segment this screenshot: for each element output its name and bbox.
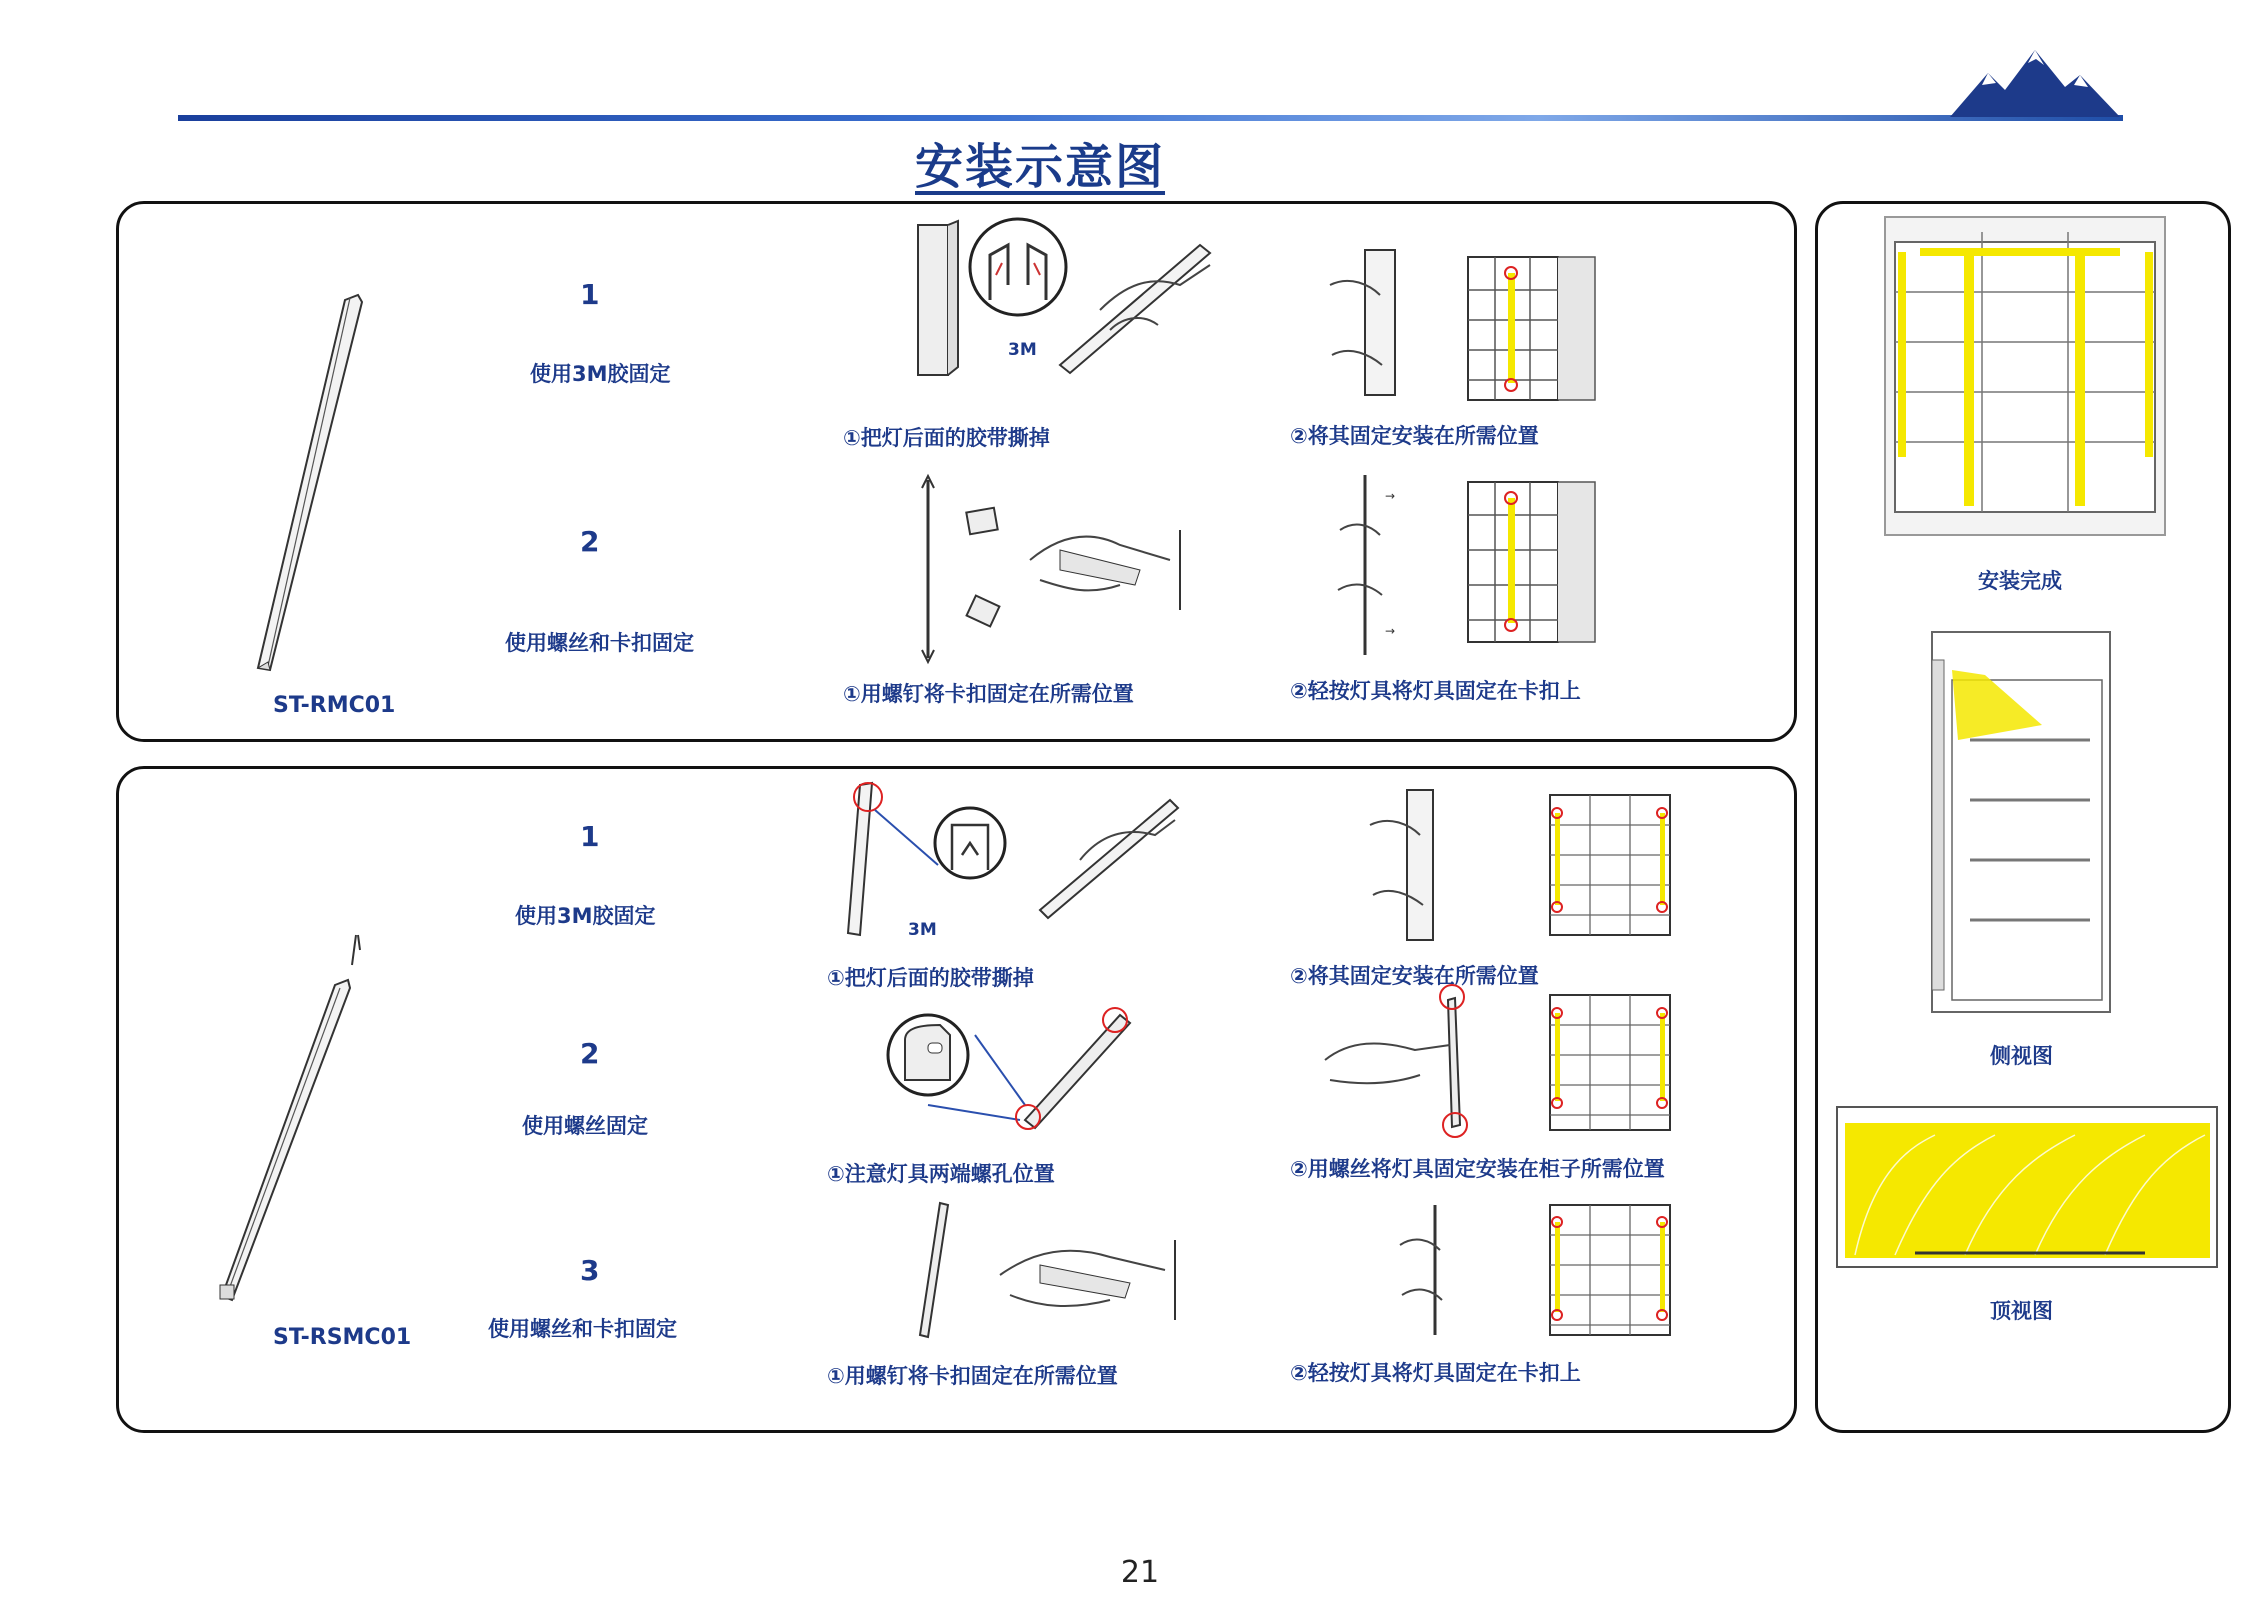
instruction-a: ①把灯后面的胶带撕掉	[827, 966, 1034, 990]
svg-text:→: →	[1385, 624, 1396, 638]
light-bar-rmc01-illustration	[250, 290, 370, 680]
step-method: 使用螺丝和卡扣固定	[505, 631, 694, 655]
view-label-side: 侧视图	[1990, 1044, 2053, 1068]
model-label: ST-RMC01	[273, 693, 396, 718]
step-method: 使用螺丝固定	[522, 1114, 648, 1138]
view-label-top: 顶视图	[1990, 1299, 2053, 1323]
instruction-b: ②轻按灯具将灯具固定在卡扣上	[1290, 679, 1581, 703]
step-number: 1	[580, 820, 600, 853]
instruction-a: ①用螺钉将卡扣固定在所需位置	[827, 1364, 1118, 1388]
top-view	[1835, 1105, 2220, 1270]
instruction-a: ①注意灯具两端螺孔位置	[827, 1162, 1055, 1186]
instruction-a: ①把灯后面的胶带撕掉	[843, 426, 1050, 450]
view-label-complete: 安装完成	[1978, 569, 2062, 593]
step-number: 3	[580, 1254, 600, 1287]
model-label: ST-RSMC01	[273, 1325, 412, 1350]
step-method: 使用3M胶固定	[530, 362, 671, 386]
header-bar	[178, 115, 2123, 121]
step-method: 使用螺丝和卡扣固定	[488, 1317, 677, 1341]
side-view	[1930, 630, 2120, 1015]
clip-screw-illustration	[910, 470, 1200, 670]
clip-screw-illustration	[870, 1195, 1190, 1345]
mount-position-illustration	[1335, 785, 1685, 945]
instruction-b: ②用螺丝将灯具固定安装在柜子所需位置	[1290, 1157, 1665, 1181]
press-clip-illustration	[1320, 470, 1610, 660]
tag-3m: 3M	[908, 920, 937, 940]
screw-hole-illustration	[880, 995, 1180, 1145]
instruction-a: ①用螺钉将卡扣固定在所需位置	[843, 682, 1134, 706]
installed-front-view	[1880, 212, 2170, 537]
peel-tape-illustration	[910, 215, 1220, 385]
page-title: 安装示意图	[915, 139, 1166, 195]
screw-mount-illustration	[1320, 985, 1685, 1145]
step-number: 2	[580, 525, 600, 558]
tag-3m: 3M	[1008, 340, 1037, 360]
instruction-b: ②将其固定安装在所需位置	[1290, 964, 1539, 988]
mountain-logo-icon	[1950, 45, 2130, 120]
peel-tape-illustration	[820, 775, 1180, 945]
light-bar-rsmc01-illustration	[210, 930, 370, 1310]
svg-text:→: →	[1385, 489, 1396, 503]
press-clip-illustration	[1360, 1200, 1685, 1340]
instruction-b: ②将其固定安装在所需位置	[1290, 424, 1539, 448]
instruction-b: ②轻按灯具将灯具固定在卡扣上	[1290, 1361, 1581, 1385]
step-method: 使用3M胶固定	[515, 904, 656, 928]
page-number: 21	[1120, 1555, 1160, 1590]
step-number: 1	[580, 278, 600, 311]
mount-position-illustration	[1320, 245, 1610, 405]
step-number: 2	[580, 1037, 600, 1070]
